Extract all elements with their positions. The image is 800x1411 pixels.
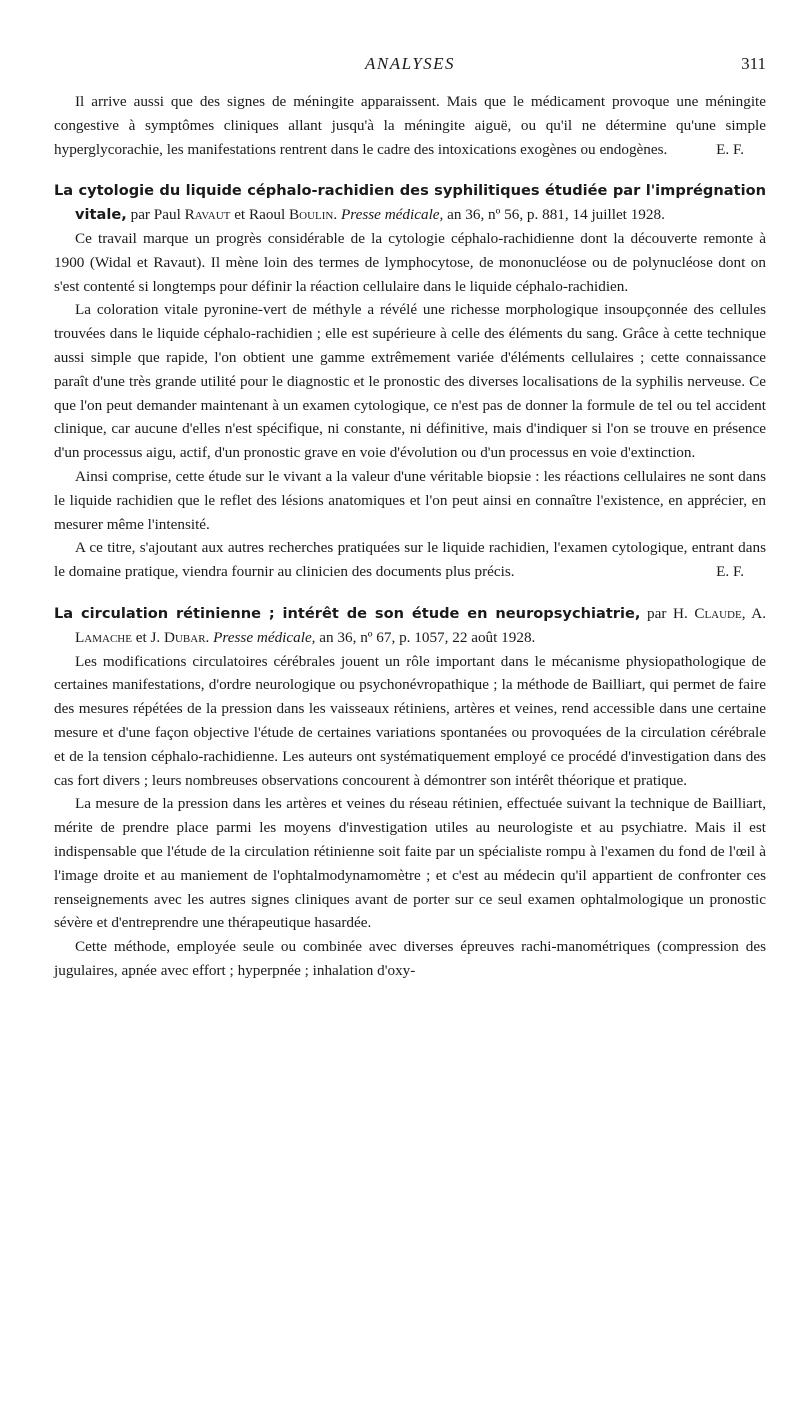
article-1-paragraph-4: A ce titre, s'ajoutant aux autres recherches pratiquées sur le liquide rachidien, l'examen cytologique, entrant dans le domaine pratique, viendra fournir au clinicien des documents plus précis. [54, 539, 766, 581]
article-1-paragraph-1: Ce travail marque un progrès considérable de la cytologie céphalo-rachidienne dont la découverte remonte à 1900 (Widal et Ravaut). Il mène loin des termes de lymphocytose, de mononucléose ou de polynucléose dont on s'est contenté si longtemps pour définir la réaction cellulaire dans le liquide céphalo-rachidien. [54, 229, 766, 295]
article-2-paragraph-1: Les modifications circulatoires cérébrales jouent un rôle important dans le mécanisme physiopathologique de certaines manifestations, d'ordre neurologique ou psychonévropathique ; la méthode de Bailliart, qui permet de faire des mesures répétées de la pression dans les vaisseaux rétiniens, artères et veines, rend accessible dans une certaine mesure et d'une façon objective l'étude de certaines variations spontanées ou provoquées de la circulation cérébrale et de la tension céphalo-rachidienne. Les auteurs ont systématiquement employé ce procédé d'investigation dans des cas fort divers ; leurs nombreuses observations concourent à démontrer son intérêt théorique et pratique. [54, 652, 766, 789]
article-1-paragraph-2: La coloration vitale pyronine-vert de méthyle a révélé une richesse morphologique insoupçonnée des cellules trouvées dans le liquide céphalo-rachidien ; elle est supérieure à celle des éléments du sang. Grâce à cette technique aussi simple que rapide, l'on obtient une gamme extrêmement variée d'éléments cellulaires ; cette connaissance paraît d'une très grande utilité pour le diagnostic et le pronostic des diverses localisations de la syphilis nerveuse. Ce que l'on peut demander maintenant à un examen cytologique, ce n'est pas de donner la formule de tel ou tel accident clinique, car aucune d'elles n'est spécifique, ni constante, ni définitive, mais d'indiquer si l'on se trouve en présence d'un processus aigu, actif, d'un pronostic grave en voie d'évolution ou d'un processus en voie d'extinction. [54, 301, 766, 462]
article-2-author-2: Lamache [75, 628, 132, 646]
article-2-author-1: Claude, [694, 604, 746, 622]
article-1-by: par Paul [130, 206, 181, 224]
article-2-and: et J. [135, 628, 161, 646]
article-2-author-3: Dubar. [164, 628, 210, 646]
article-2-paragraph-2: La mesure de la pression dans les artères et veines du réseau rétinien, effectuée suivant la technique de Bailliart, mérite de prendre place parmi les moyens d'investigation utiles au neurologiste et au psychiatre. Mais il est indispensable que l'étude de la circulation rétinienne soit faite par un spécialiste rompu à l'examen du fond de l'œil à l'image droite et au maniement de l'ophtalmodynamomètre ; et c'est au médecin qu'il appartient de confronter ces renseignements avec les autres signes cliniques avant de porter sur ce seul examen ophtalmologique un pronostic sévère et d'entreprendre une thérapeutique hasardée. [54, 795, 766, 932]
article-2-reference: an 36, nº 67, p. 1057, 22 août 1928. [319, 628, 536, 646]
intro-signature: E. F. [716, 140, 744, 158]
article-1-and: et Raoul [234, 206, 286, 224]
article-1-author-1: Ravaut [184, 206, 231, 224]
article-2-author-2-initial: A. [751, 604, 766, 622]
running-header [54, 54, 766, 78]
article-1-paragraph-3: Ainsi comprise, cette étude sur le vivant a la valeur d'une véritable biopsie : les réactions cellulaires ne sont dans le liquide rachidien que le reflet des lésions anatomiques et l'on peut ainsi en connaître l'existence, en apprécier, en mesurer même l'intensité. [54, 467, 766, 533]
article-2-paragraph-3: Cette méthode, employée seule ou combinée avec diverses épreuves rachi-manométriques (compression des jugulaires, apnée avec effort ; hyperpnée ; inhalation d'oxy- [54, 938, 766, 979]
page-body [54, 90, 766, 983]
page-number: 311 [741, 54, 766, 73]
article-2-publication: Presse médicale, [213, 628, 316, 646]
article-1-reference: an 36, nº 56, p. 881, 14 juillet 1928. [447, 206, 665, 224]
running-title: ANALYSES [364, 54, 456, 73]
article-2-heading [54, 602, 766, 650]
article-2-title: La circulation rétinienne ; intérêt de son étude en neuropsychiatrie, [54, 604, 641, 622]
article-1-heading [54, 179, 766, 227]
article-1-publication: Presse médicale, [340, 206, 444, 224]
article-2-by: par H. [647, 604, 688, 622]
article-1-author-2: Boulin. [289, 206, 338, 224]
article-1-title: La cytologie du liquide céphalo-rachidien des syphilitiques étudiée par l'imprégnation vitale, [54, 182, 766, 224]
article-1-signature: E. F. [716, 563, 744, 581]
intro-paragraph [54, 90, 766, 161]
intro-text: Il arrive aussi que des signes de méningite apparaissent. Mais que le médicament provoque une méningite congestive à symptômes cliniques allant jusqu'à la méningite aiguë, ou qu'il ne détermine qu'une simple hyperglycorachie, les manifestations rentrent dans le cadre des intoxications exogènes ou endogènes. [54, 93, 766, 158]
